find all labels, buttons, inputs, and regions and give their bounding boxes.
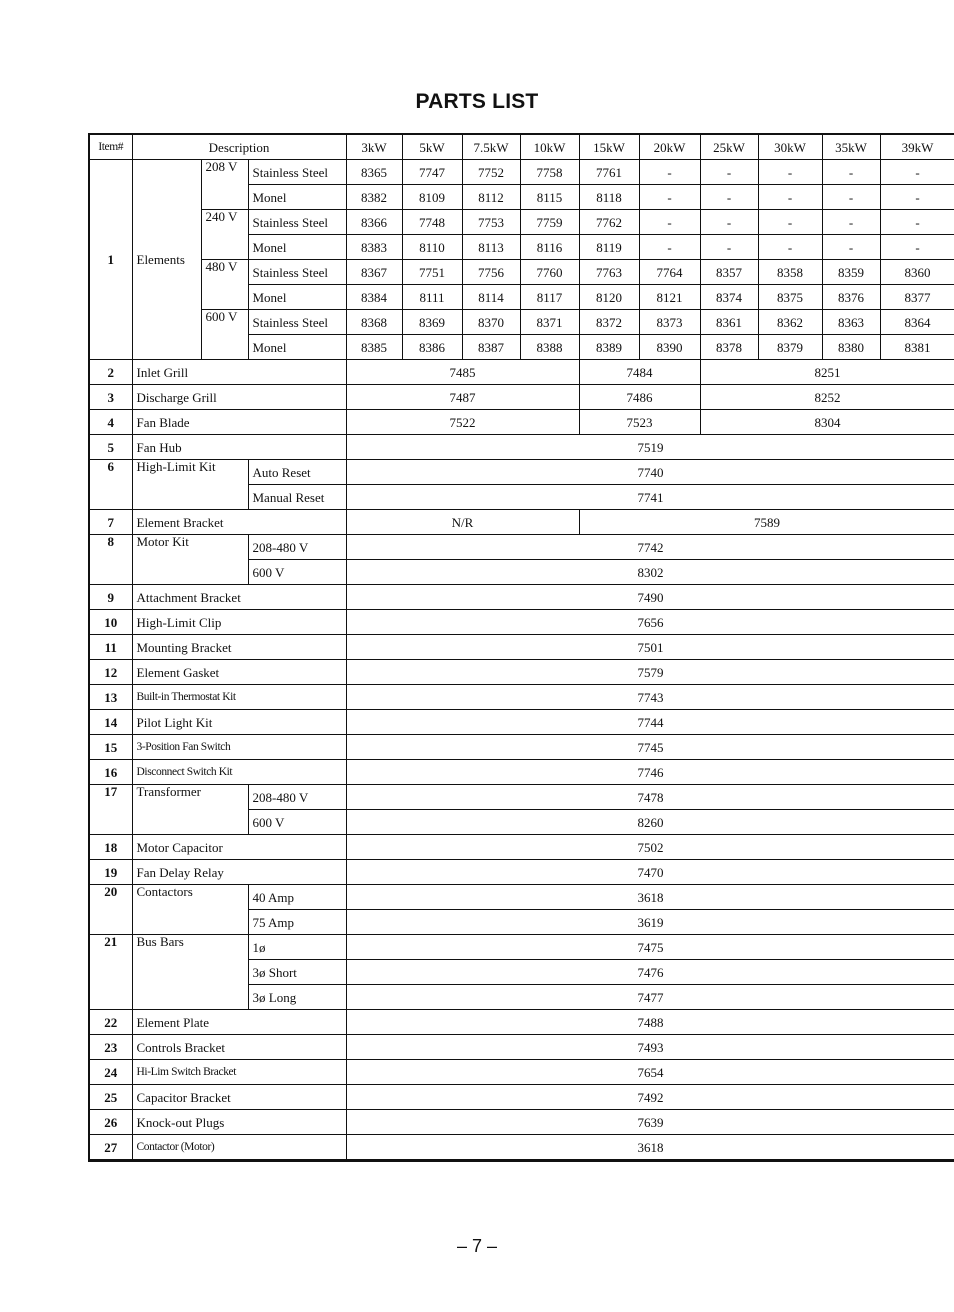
item-description: Contactors xyxy=(132,885,248,935)
part-number: 7748 xyxy=(402,210,462,235)
item-description: Inlet Grill xyxy=(132,360,346,385)
table-row xyxy=(89,835,954,860)
part-number: 8365 xyxy=(346,160,402,185)
part-number: 7743 xyxy=(346,685,954,710)
part-number: 8363 xyxy=(822,310,880,335)
element-row xyxy=(89,260,954,285)
part-number: 7639 xyxy=(346,1110,954,1135)
table-row xyxy=(89,535,954,560)
part-number: 8382 xyxy=(346,185,402,210)
part-number: 8389 xyxy=(579,335,639,360)
item-number: 16 xyxy=(89,760,132,785)
part-number: 8120 xyxy=(579,285,639,310)
header-description: Description xyxy=(132,134,346,160)
item-number: 21 xyxy=(89,935,132,1010)
sub-option-label: Manual Reset xyxy=(248,485,346,510)
part-number: - xyxy=(700,160,758,185)
item-description: Fan Blade xyxy=(132,410,346,435)
table-row xyxy=(89,585,954,610)
part-number: - xyxy=(639,160,700,185)
part-number: - xyxy=(758,235,822,260)
table-row xyxy=(89,1135,954,1161)
part-number: 8387 xyxy=(462,335,520,360)
part-number: 8386 xyxy=(402,335,462,360)
part-number: 8371 xyxy=(520,310,579,335)
table-row xyxy=(89,610,954,635)
part-number: 8302 xyxy=(346,560,954,585)
part-number: - xyxy=(880,185,954,210)
item-description: Element Plate xyxy=(132,1010,346,1035)
part-number: 7488 xyxy=(346,1010,954,1035)
part-number: 8385 xyxy=(346,335,402,360)
part-number: 8115 xyxy=(520,185,579,210)
table-row xyxy=(89,710,954,735)
part-number: 8362 xyxy=(758,310,822,335)
voltage-label: 600 V xyxy=(201,310,248,360)
item-number: 11 xyxy=(89,635,132,660)
item-number: 4 xyxy=(89,410,132,435)
part-number: - xyxy=(822,185,880,210)
table-row xyxy=(89,510,954,535)
sub-option-label: 600 V xyxy=(248,560,346,585)
sub-option-label: 40 Amp xyxy=(248,885,346,910)
part-number: 7477 xyxy=(346,985,954,1010)
item-description: Mounting Bracket xyxy=(132,635,346,660)
material-label: Monel xyxy=(248,235,346,260)
part-number: 7486 xyxy=(579,385,700,410)
part-number: 8367 xyxy=(346,260,402,285)
part-number: 8121 xyxy=(639,285,700,310)
item-description: Fan Hub xyxy=(132,435,346,460)
part-number: 7470 xyxy=(346,860,954,885)
item-description: Disconnect Switch Kit xyxy=(132,760,346,785)
part-number: - xyxy=(700,210,758,235)
part-number: - xyxy=(758,210,822,235)
item-number: 27 xyxy=(89,1135,132,1161)
item-number: 8 xyxy=(89,535,132,585)
part-number: 8109 xyxy=(402,185,462,210)
part-number: 7523 xyxy=(579,410,700,435)
part-number: 8388 xyxy=(520,335,579,360)
part-number: 8390 xyxy=(639,335,700,360)
part-number: - xyxy=(880,235,954,260)
part-number: 7654 xyxy=(346,1060,954,1085)
item-description: Element Bracket xyxy=(132,510,346,535)
part-number: 7758 xyxy=(520,160,579,185)
item-description: Capacitor Bracket xyxy=(132,1085,346,1110)
part-number: 7745 xyxy=(346,735,954,760)
part-number: 7760 xyxy=(520,260,579,285)
material-label: Monel xyxy=(248,185,346,210)
part-number: 7484 xyxy=(579,360,700,385)
part-number: 7493 xyxy=(346,1035,954,1060)
item-number: 17 xyxy=(89,785,132,835)
part-number: 7764 xyxy=(639,260,700,285)
part-number: 7589 xyxy=(579,510,954,535)
material-label: Monel xyxy=(248,335,346,360)
item-description: Controls Bracket xyxy=(132,1035,346,1060)
part-number: 8357 xyxy=(700,260,758,285)
part-number: - xyxy=(758,185,822,210)
item-number: 26 xyxy=(89,1110,132,1135)
table-row xyxy=(89,785,954,810)
item-number: 10 xyxy=(89,610,132,635)
element-row xyxy=(89,160,954,185)
part-number: 3619 xyxy=(346,910,954,935)
table-row xyxy=(89,885,954,910)
item-description: High-Limit Clip xyxy=(132,610,346,635)
part-number: 7751 xyxy=(402,260,462,285)
part-number: 8116 xyxy=(520,235,579,260)
part-number: 7741 xyxy=(346,485,954,510)
table-row xyxy=(89,385,954,410)
part-number: 8112 xyxy=(462,185,520,210)
part-number: 7747 xyxy=(402,160,462,185)
item-description: 3-Position Fan Switch xyxy=(132,735,346,760)
part-number: 8378 xyxy=(700,335,758,360)
part-number: - xyxy=(822,210,880,235)
part-number: - xyxy=(639,185,700,210)
table-row xyxy=(89,1060,954,1085)
header-item: Item# xyxy=(89,134,132,160)
item-description: Attachment Bracket xyxy=(132,585,346,610)
part-number: 8304 xyxy=(700,410,954,435)
item-number: 14 xyxy=(89,710,132,735)
part-number: 7519 xyxy=(346,435,954,460)
material-label: Stainless Steel xyxy=(248,310,346,335)
part-number: 8384 xyxy=(346,285,402,310)
part-number: 8113 xyxy=(462,235,520,260)
item-description: Hi-Lim Switch Bracket xyxy=(132,1060,346,1085)
table-row xyxy=(89,410,954,435)
item-description: Knock-out Plugs xyxy=(132,1110,346,1135)
item-number: 18 xyxy=(89,835,132,860)
table-row xyxy=(89,435,954,460)
part-number: 8379 xyxy=(758,335,822,360)
part-number: 3618 xyxy=(346,885,954,910)
voltage-label: 208 V xyxy=(201,160,248,210)
part-number: 7746 xyxy=(346,760,954,785)
sub-option-label: 1ø xyxy=(248,935,346,960)
table-row xyxy=(89,1110,954,1135)
item-number: 3 xyxy=(89,385,132,410)
table-row xyxy=(89,1035,954,1060)
item-number: 5 xyxy=(89,435,132,460)
part-number: 7490 xyxy=(346,585,954,610)
item-number: 24 xyxy=(89,1060,132,1085)
part-number: 8110 xyxy=(402,235,462,260)
part-number: 8119 xyxy=(579,235,639,260)
table-row xyxy=(89,735,954,760)
part-number: 7492 xyxy=(346,1085,954,1110)
material-label: Stainless Steel xyxy=(248,260,346,285)
part-number: 8375 xyxy=(758,285,822,310)
part-number: - xyxy=(880,160,954,185)
part-number: 8368 xyxy=(346,310,402,335)
sub-option-label: 600 V xyxy=(248,810,346,835)
table-row xyxy=(89,1085,954,1110)
part-number: 8366 xyxy=(346,210,402,235)
item-number: 19 xyxy=(89,860,132,885)
part-number: 7487 xyxy=(346,385,579,410)
material-label: Stainless Steel xyxy=(248,160,346,185)
part-number: 8369 xyxy=(402,310,462,335)
part-number: N/R xyxy=(346,510,579,535)
page-title: PARTS LIST xyxy=(415,90,539,113)
table-row xyxy=(89,660,954,685)
sub-option-label: 75 Amp xyxy=(248,910,346,935)
item-description: Motor Capacitor xyxy=(132,835,346,860)
header-size: 15kW xyxy=(579,134,639,160)
item-description: Built-in Thermostat Kit xyxy=(132,685,346,710)
table-row xyxy=(89,685,954,710)
part-number: - xyxy=(822,160,880,185)
header-size: 10kW xyxy=(520,134,579,160)
item-description: High-Limit Kit xyxy=(132,460,248,510)
part-number: 8251 xyxy=(700,360,954,385)
part-number: 7756 xyxy=(462,260,520,285)
part-number: - xyxy=(700,185,758,210)
part-number: 8374 xyxy=(700,285,758,310)
part-number: 7485 xyxy=(346,360,579,385)
material-label: Monel xyxy=(248,285,346,310)
part-number: - xyxy=(700,235,758,260)
item-number: 1 xyxy=(89,160,132,360)
item-number: 13 xyxy=(89,685,132,710)
item-number: 25 xyxy=(89,1085,132,1110)
table-row xyxy=(89,635,954,660)
header-row xyxy=(89,134,954,160)
part-number: 7744 xyxy=(346,710,954,735)
item-number: 7 xyxy=(89,510,132,535)
item-description: Transformer xyxy=(132,785,248,835)
table-row xyxy=(89,1010,954,1035)
part-number: 7579 xyxy=(346,660,954,685)
item-description: Elements xyxy=(132,160,201,360)
item-number: 15 xyxy=(89,735,132,760)
part-number: 8373 xyxy=(639,310,700,335)
part-number: 8111 xyxy=(402,285,462,310)
part-number: 8361 xyxy=(700,310,758,335)
part-number: 8118 xyxy=(579,185,639,210)
item-description: Motor Kit xyxy=(132,535,248,585)
part-number: 7656 xyxy=(346,610,954,635)
part-number: 7763 xyxy=(579,260,639,285)
part-number: 7762 xyxy=(579,210,639,235)
part-number: - xyxy=(639,235,700,260)
header-size: 5kW xyxy=(402,134,462,160)
part-number: - xyxy=(758,160,822,185)
page-number: – 7 – xyxy=(456,1236,498,1256)
part-number: 8381 xyxy=(880,335,954,360)
part-number: 8364 xyxy=(880,310,954,335)
part-number: 8360 xyxy=(880,260,954,285)
table-row xyxy=(89,460,954,485)
part-number: 8380 xyxy=(822,335,880,360)
header-size: 30kW xyxy=(758,134,822,160)
table-row xyxy=(89,760,954,785)
table-row xyxy=(89,360,954,385)
part-number: 7501 xyxy=(346,635,954,660)
item-number: 6 xyxy=(89,460,132,510)
sub-option-label: 3ø Long xyxy=(248,985,346,1010)
part-number: 8376 xyxy=(822,285,880,310)
part-number: 8114 xyxy=(462,285,520,310)
part-number: 8377 xyxy=(880,285,954,310)
part-number: - xyxy=(639,210,700,235)
header-size: 7.5kW xyxy=(462,134,520,160)
element-row xyxy=(89,210,954,235)
item-description: Element Gasket xyxy=(132,660,346,685)
part-number: 7502 xyxy=(346,835,954,860)
material-label: Stainless Steel xyxy=(248,210,346,235)
header-size: 35kW xyxy=(822,134,880,160)
item-description: Bus Bars xyxy=(132,935,248,1010)
part-number: 7740 xyxy=(346,460,954,485)
item-number: 23 xyxy=(89,1035,132,1060)
table-row xyxy=(89,860,954,885)
item-description: Discharge Grill xyxy=(132,385,346,410)
part-number: 8117 xyxy=(520,285,579,310)
header-size: 39kW xyxy=(880,134,954,160)
sub-option-label: 3ø Short xyxy=(248,960,346,985)
voltage-label: 480 V xyxy=(201,260,248,310)
part-number: 7475 xyxy=(346,935,954,960)
voltage-label: 240 V xyxy=(201,210,248,260)
item-description: Pilot Light Kit xyxy=(132,710,346,735)
sub-option-label: 208-480 V xyxy=(248,535,346,560)
part-number: 8260 xyxy=(346,810,954,835)
item-number: 9 xyxy=(89,585,132,610)
part-number: 8359 xyxy=(822,260,880,285)
part-number: 8370 xyxy=(462,310,520,335)
item-number: 12 xyxy=(89,660,132,685)
item-description: Fan Delay Relay xyxy=(132,860,346,885)
sub-option-label: Auto Reset xyxy=(248,460,346,485)
part-number: - xyxy=(822,235,880,260)
part-number: 8252 xyxy=(700,385,954,410)
part-number: 7753 xyxy=(462,210,520,235)
part-number: 7742 xyxy=(346,535,954,560)
header-size: 20kW xyxy=(639,134,700,160)
part-number: 8358 xyxy=(758,260,822,285)
part-number: 8383 xyxy=(346,235,402,260)
part-number: 7761 xyxy=(579,160,639,185)
header-size: 3kW xyxy=(346,134,402,160)
part-number: 7752 xyxy=(462,160,520,185)
item-number: 22 xyxy=(89,1010,132,1035)
item-number: 20 xyxy=(89,885,132,935)
part-number: 3618 xyxy=(346,1135,954,1161)
item-description: Contactor (Motor) xyxy=(132,1135,346,1161)
part-number: 7522 xyxy=(346,410,579,435)
sub-option-label: 208-480 V xyxy=(248,785,346,810)
part-number: 7478 xyxy=(346,785,954,810)
header-size: 25kW xyxy=(700,134,758,160)
table-row xyxy=(89,935,954,960)
element-row xyxy=(89,310,954,335)
part-number: 7476 xyxy=(346,960,954,985)
item-number: 2 xyxy=(89,360,132,385)
part-number: - xyxy=(880,210,954,235)
part-number: 7759 xyxy=(520,210,579,235)
part-number: 8372 xyxy=(579,310,639,335)
parts-table xyxy=(88,133,954,1162)
